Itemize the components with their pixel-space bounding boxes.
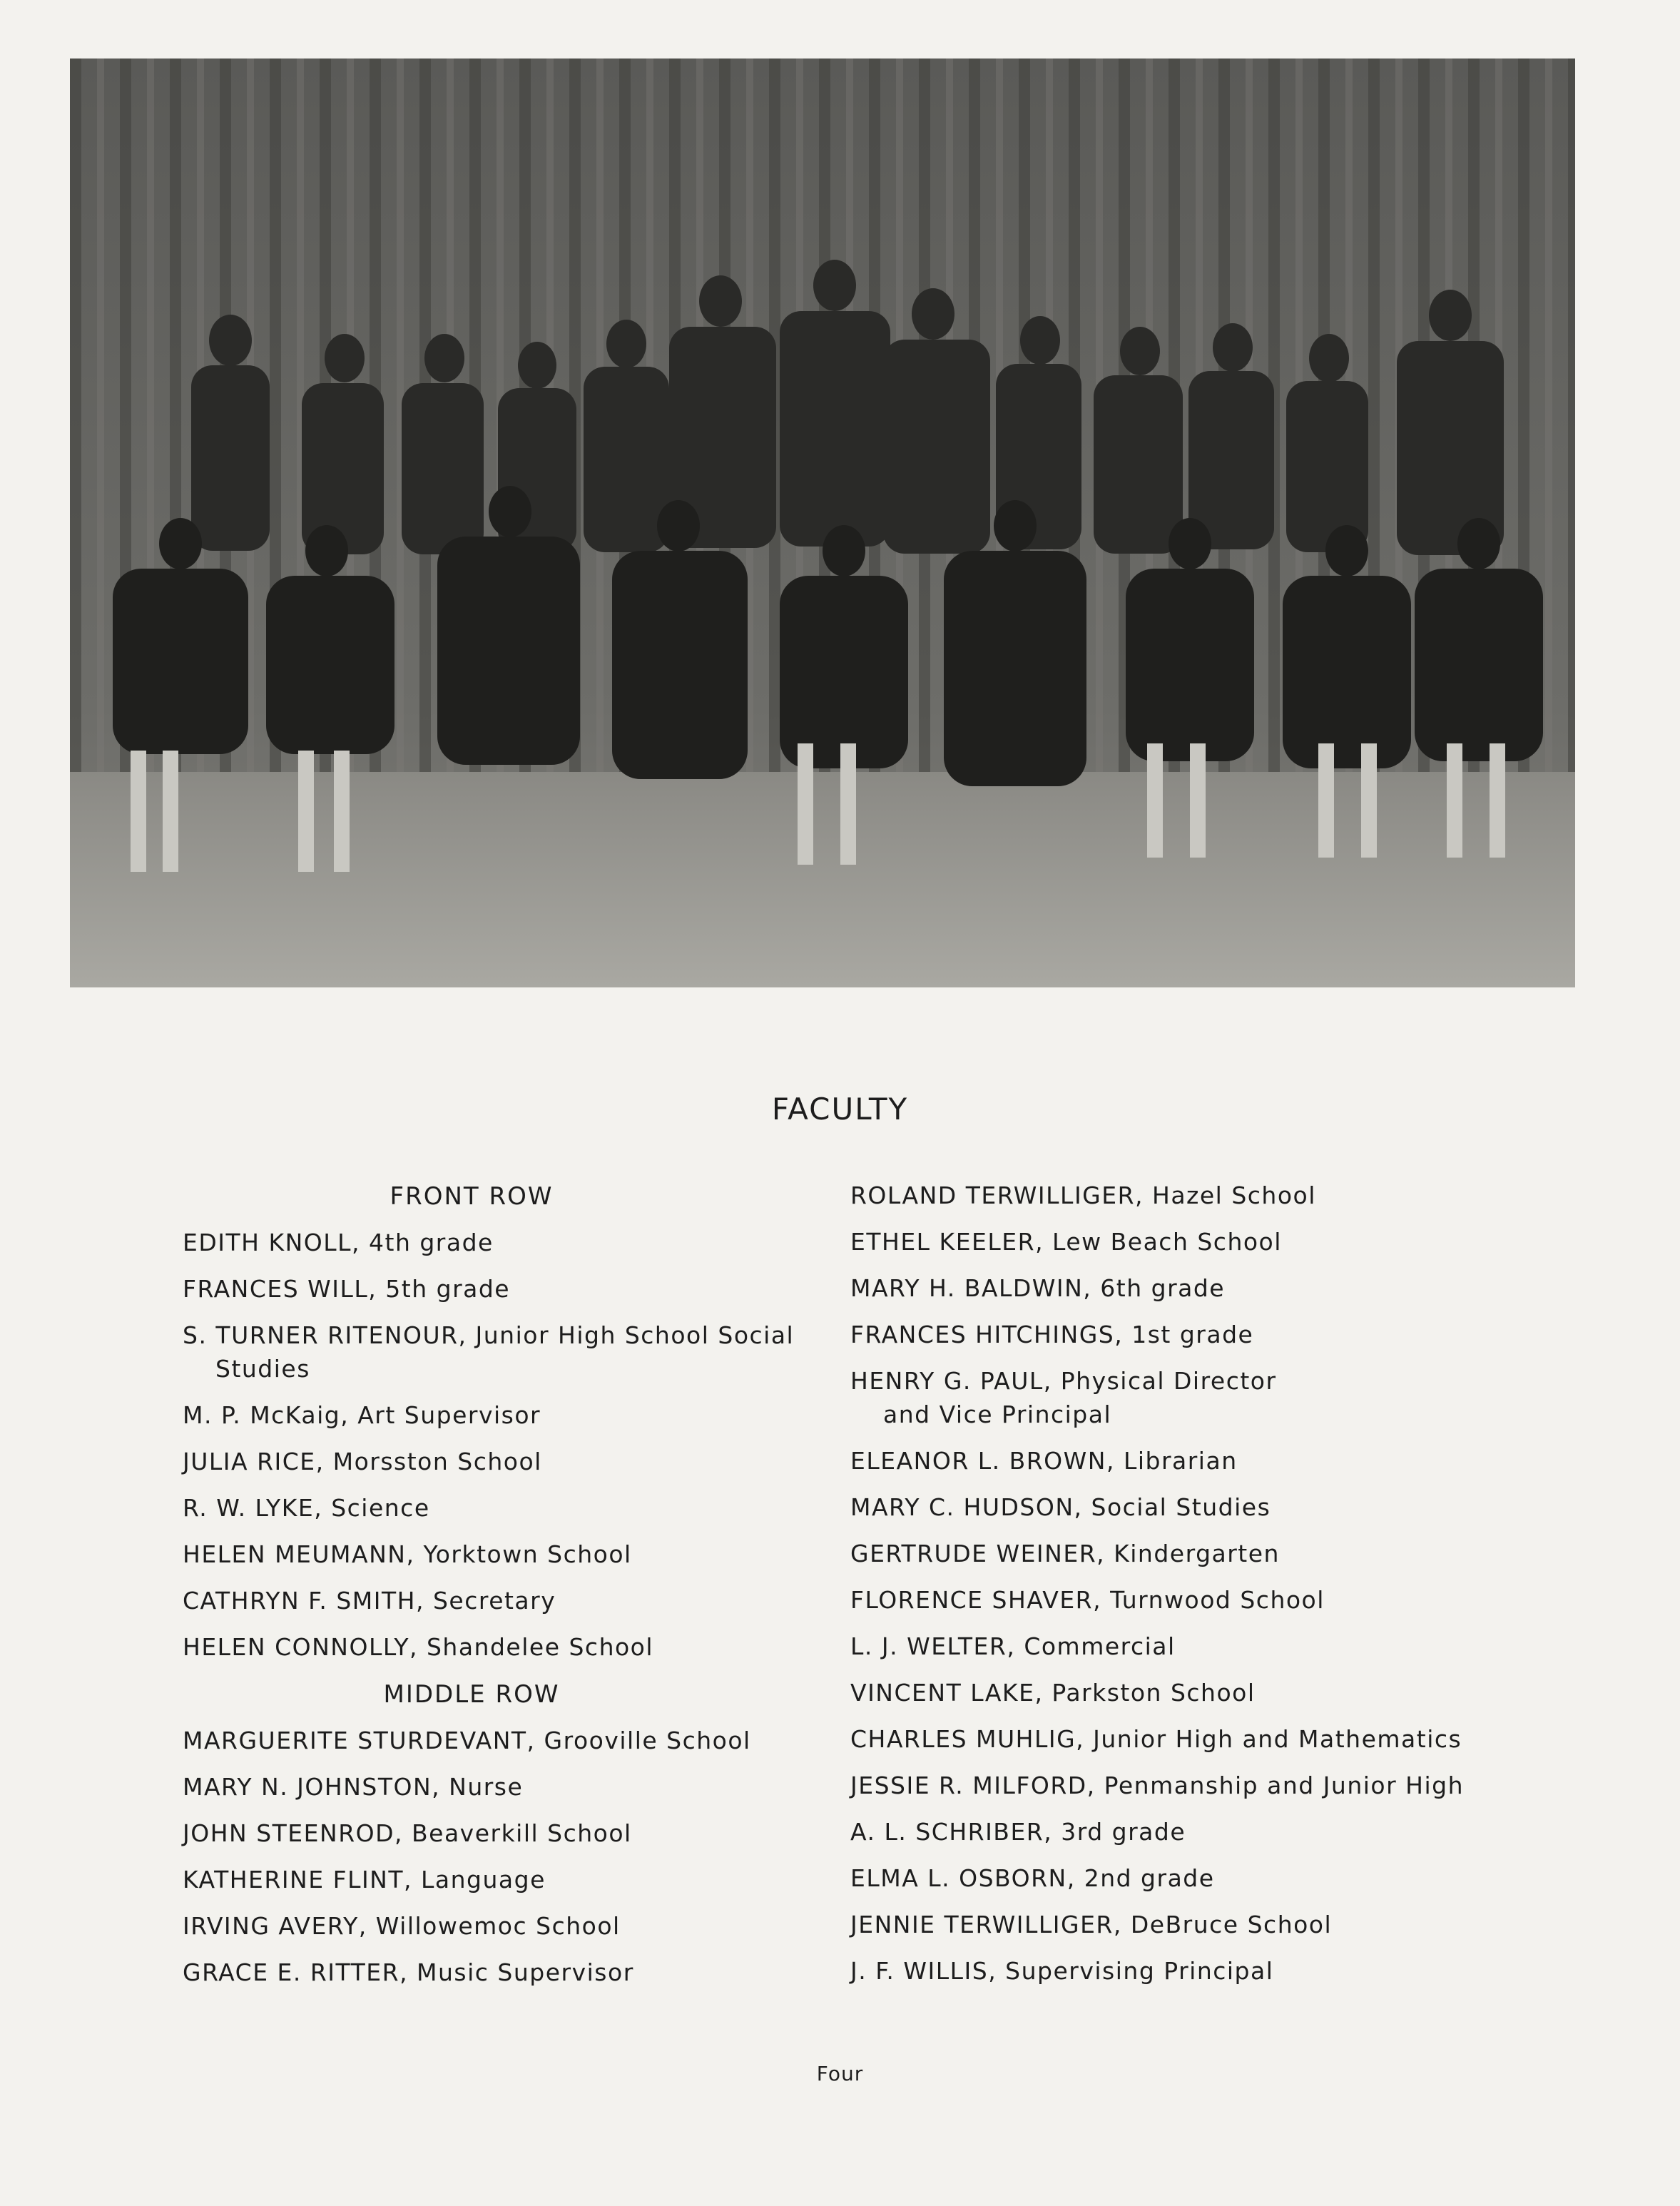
faculty-entry: CATHRYN F. SMITH, Secretary bbox=[183, 1587, 556, 1615]
faculty-name: HELEN MEUMANN bbox=[183, 1540, 407, 1568]
faculty-name: MARY C. HUDSON bbox=[850, 1493, 1074, 1521]
faculty-role: Music Supervisor bbox=[417, 1958, 634, 1986]
faculty-entry: JESSIE R. MILFORD, Penmanship and Junior High bbox=[850, 1772, 1464, 1799]
faculty-entry: A. L. SCHRIBER, 3rd grade bbox=[850, 1818, 1186, 1846]
faculty-entry: IRVING AVERY, Willowemoc School bbox=[183, 1912, 621, 1940]
faculty-name: FLORENCE SHAVER bbox=[850, 1586, 1094, 1614]
front-row-heading: FRONT ROW bbox=[390, 1182, 554, 1211]
faculty-name: GERTRUDE WEINER bbox=[850, 1540, 1097, 1567]
faculty-entry: CHARLES MUHLIG, Junior High and Mathematics bbox=[850, 1725, 1462, 1753]
faculty-name: MARY H. BALDWIN bbox=[850, 1274, 1084, 1302]
faculty-role: 5th grade bbox=[385, 1275, 511, 1303]
faculty-role: DeBruce School bbox=[1130, 1911, 1333, 1938]
faculty-entry: VINCENT LAKE, Parkston School bbox=[850, 1679, 1256, 1707]
faculty-role: Penmanship and Junior High bbox=[1104, 1772, 1464, 1799]
faculty-role: Art Supervisor bbox=[357, 1401, 541, 1429]
faculty-name: IRVING AVERY bbox=[183, 1912, 359, 1940]
faculty-role: 4th grade bbox=[369, 1229, 494, 1256]
faculty-role: Morsston School bbox=[332, 1448, 542, 1475]
faculty-name: L. J. WELTER bbox=[850, 1632, 1007, 1660]
faculty-name: M. P. McKaig bbox=[183, 1401, 341, 1429]
faculty-role: 2nd grade bbox=[1084, 1864, 1215, 1892]
faculty-entry: HELEN CONNOLLY, Shandelee School bbox=[183, 1633, 654, 1661]
faculty-role: Librarian bbox=[1123, 1447, 1238, 1475]
faculty-role: Commercial bbox=[1024, 1632, 1176, 1660]
faculty-role: Secretary bbox=[432, 1587, 556, 1615]
faculty-name: KATHERINE FLINT bbox=[183, 1866, 404, 1894]
faculty-entry: S. TURNER RITENOUR, Junior High School Social Studies bbox=[183, 1318, 825, 1386]
faculty-entry: MARY H. BALDWIN, 6th grade bbox=[850, 1274, 1226, 1302]
faculty-role: Grooville School bbox=[544, 1727, 751, 1754]
faculty-name: A. L. SCHRIBER bbox=[850, 1818, 1044, 1846]
faculty-role: Turnwood School bbox=[1110, 1586, 1325, 1614]
faculty-entry: J. F. WILLIS, Supervising Principal bbox=[850, 1957, 1274, 1985]
faculty-entry: MARY C. HUDSON, Social Studies bbox=[850, 1493, 1271, 1521]
faculty-name: FRANCES HITCHINGS bbox=[850, 1321, 1115, 1348]
faculty-entry: JULIA RICE, Morsston School bbox=[183, 1448, 542, 1475]
faculty-entry: GERTRUDE WEINER, Kindergarten bbox=[850, 1540, 1280, 1567]
faculty-role: Hazel School bbox=[1152, 1181, 1316, 1209]
faculty-role: Science bbox=[331, 1494, 430, 1522]
faculty-entry: HENRY G. PAUL, Physical Director and Vice Principal bbox=[850, 1364, 1521, 1431]
page-number: Four bbox=[816, 2062, 864, 2085]
faculty-entry: MARY N. JOHNSTON, Nurse bbox=[183, 1773, 524, 1801]
faculty-name: GRACE E. RITTER bbox=[183, 1958, 400, 1986]
faculty-entry: ELMA L. OSBORN, 2nd grade bbox=[850, 1864, 1215, 1892]
faculty-entry: ROLAND TERWILLIGER, Hazel School bbox=[850, 1181, 1316, 1209]
faculty-role: 6th grade bbox=[1100, 1274, 1226, 1302]
faculty-name: ETHEL KEELER bbox=[850, 1228, 1036, 1256]
faculty-entry: FRANCES HITCHINGS, 1st grade bbox=[850, 1321, 1254, 1348]
faculty-role: Shandelee School bbox=[426, 1633, 654, 1661]
faculty-role: Junior High School Social bbox=[475, 1321, 795, 1349]
faculty-entry: M. P. McKaig, Art Supervisor bbox=[183, 1401, 541, 1429]
faculty-role: 1st grade bbox=[1131, 1321, 1254, 1348]
faculty-role: Physical Director bbox=[1060, 1367, 1277, 1395]
page-title: FACULTY bbox=[771, 1092, 909, 1127]
faculty-role: Beaverkill School bbox=[412, 1819, 632, 1847]
faculty-name: JULIA RICE bbox=[183, 1448, 316, 1475]
faculty-role-continued: Studies bbox=[215, 1355, 310, 1383]
faculty-name: R. W. LYKE bbox=[183, 1494, 315, 1522]
faculty-role: Yorktown School bbox=[423, 1540, 632, 1568]
back-row-list bbox=[850, 1179, 1521, 1988]
faculty-name: J. F. WILLIS bbox=[850, 1957, 989, 1985]
faculty-list-left bbox=[183, 1179, 825, 2002]
faculty-role: Junior High and Mathematics bbox=[1093, 1725, 1462, 1753]
faculty-role-continued: and Vice Principal bbox=[883, 1401, 1112, 1428]
faculty-entry: JOHN STEENROD, Beaverkill School bbox=[183, 1819, 632, 1847]
faculty-entry: MARGUERITE STURDEVANT, Grooville School bbox=[183, 1727, 751, 1754]
faculty-entry: R. W. LYKE, Science bbox=[183, 1494, 430, 1522]
faculty-name: ELMA L. OSBORN bbox=[850, 1864, 1067, 1892]
faculty-entry: L. J. WELTER, Commercial bbox=[850, 1632, 1176, 1660]
middle-row-heading: MIDDLE ROW bbox=[383, 1680, 560, 1709]
middle-row-list bbox=[183, 1724, 825, 1989]
faculty-name: FRANCES WILL bbox=[183, 1275, 369, 1303]
faculty-entry: JENNIE TERWILLIGER, DeBruce School bbox=[850, 1911, 1333, 1938]
faculty-list-right bbox=[850, 1179, 1521, 2001]
faculty-name: JENNIE TERWILLIGER bbox=[850, 1911, 1114, 1938]
faculty-role: Social Studies bbox=[1091, 1493, 1271, 1521]
faculty-name: S. TURNER RITENOUR bbox=[183, 1321, 459, 1349]
faculty-name: ROLAND TERWILLIGER bbox=[850, 1181, 1136, 1209]
faculty-name: HELEN CONNOLLY bbox=[183, 1633, 409, 1661]
front-row-list bbox=[183, 1226, 825, 1664]
faculty-name: JOHN STEENROD bbox=[183, 1819, 395, 1847]
faculty-name: MARY N. JOHNSTON bbox=[183, 1773, 432, 1801]
faculty-name: HENRY G. PAUL bbox=[850, 1367, 1044, 1395]
faculty-role: Lew Beach School bbox=[1052, 1228, 1282, 1256]
faculty-role: Parkston School bbox=[1052, 1679, 1256, 1707]
faculty-entry: FLORENCE SHAVER, Turnwood School bbox=[850, 1586, 1325, 1614]
faculty-role: Kindergarten bbox=[1114, 1540, 1280, 1567]
faculty-entry: GRACE E. RITTER, Music Supervisor bbox=[183, 1958, 634, 1986]
faculty-entry: ETHEL KEELER, Lew Beach School bbox=[850, 1228, 1282, 1256]
faculty-name: MARGUERITE STURDEVANT bbox=[183, 1727, 527, 1754]
faculty-entry: HELEN MEUMANN, Yorktown School bbox=[183, 1540, 632, 1568]
faculty-name: CATHRYN F. SMITH bbox=[183, 1587, 416, 1615]
faculty-name: CHARLES MUHLIG bbox=[850, 1725, 1076, 1753]
faculty-role: Supervising Principal bbox=[1005, 1957, 1274, 1985]
faculty-role: 3rd grade bbox=[1061, 1818, 1186, 1846]
faculty-name: EDITH KNOLL bbox=[183, 1229, 352, 1256]
faculty-group-photo bbox=[70, 59, 1575, 987]
faculty-entry: EDITH KNOLL, 4th grade bbox=[183, 1229, 494, 1256]
faculty-name: ELEANOR L. BROWN bbox=[850, 1447, 1106, 1475]
faculty-entry: KATHERINE FLINT, Language bbox=[183, 1866, 546, 1894]
faculty-entry: ELEANOR L. BROWN, Librarian bbox=[850, 1447, 1238, 1475]
faculty-name: JESSIE R. MILFORD bbox=[850, 1772, 1087, 1799]
faculty-name: VINCENT LAKE bbox=[850, 1679, 1035, 1707]
faculty-role: Willowemoc School bbox=[375, 1912, 621, 1940]
faculty-role: Language bbox=[421, 1866, 546, 1894]
faculty-entry: FRANCES WILL, 5th grade bbox=[183, 1275, 511, 1303]
faculty-role: Nurse bbox=[449, 1773, 524, 1801]
